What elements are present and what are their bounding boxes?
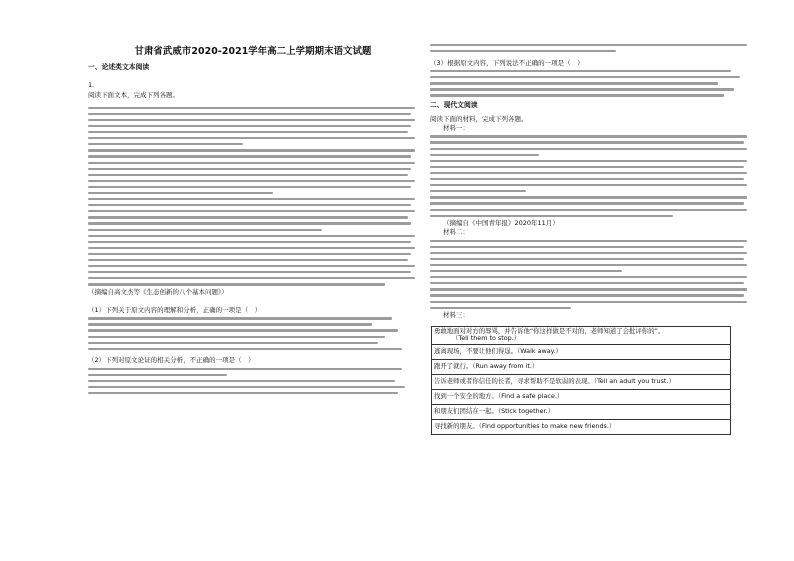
left-column — [88, 61, 418, 396]
question-1-options — [88, 315, 418, 352]
passage-source-1: （摘编自高文杰等《生态创新的八个基本问题》） — [88, 287, 228, 296]
question-2-options — [88, 366, 418, 397]
table-row — [432, 374, 731, 389]
table-row — [432, 344, 731, 359]
table-cell: 告诉老师或者你信任的长者，寻求帮助不是软弱的表现。（Tell an adult you trust.） — [432, 374, 731, 389]
table-cell: 寻找新的朋友。（Find opportunities to make new friends.） — [432, 419, 731, 434]
table-cell: 勇敢地面对对方的辱骂，并告诉他“你这样做是不对的，老师知道了会批评你的”。 （Tell them to stop.） — [432, 327, 731, 344]
material-3-label: 材料三： — [443, 310, 469, 319]
question-number-1: 1. — [88, 81, 95, 90]
question-3-options — [430, 68, 750, 99]
material-1-paragraph-2 — [430, 158, 750, 195]
table-row — [432, 327, 731, 344]
passage-paragraph-4 — [88, 233, 418, 288]
table-row — [432, 359, 731, 374]
table-row — [432, 419, 731, 434]
document-title: 甘肃省武威市2020-2021学年高二上学期期末语文试题 — [134, 46, 372, 57]
table-cell: 找到一个安全的地方。（Find a safe place.） — [432, 389, 731, 404]
table-cell: 逃离现场，不要让他们得逞。（Walk away.） — [432, 344, 731, 359]
section-heading-2: 二、现代文阅读 — [430, 100, 478, 109]
passage-paragraph-2 — [88, 147, 418, 196]
material-2-label: 材料二： — [443, 228, 469, 237]
table-row — [432, 389, 731, 404]
table-cell: 和朋友们团结在一起。（Stick together.） — [432, 404, 731, 419]
question-2-options-continued — [430, 42, 750, 54]
question-3-stem: （3）根据原文内容，下列说法不正确的一项是（ ） — [430, 58, 584, 67]
right-column — [430, 42, 750, 435]
passage-paragraph-1 — [88, 105, 418, 148]
table-cell: 跑开了就行。（Run away from it.） — [432, 359, 731, 374]
material-2-paragraph-1 — [430, 238, 750, 275]
material-1-label: 材料一： — [443, 123, 469, 132]
table-row — [432, 404, 731, 419]
material-2-paragraph-2 — [430, 274, 750, 311]
tips-table — [431, 326, 731, 434]
reading-instruction-1: 阅读下面文本，完成下列各题。 — [88, 90, 179, 99]
material-1-paragraph-3 — [430, 194, 750, 218]
material-1-source: （摘编自《中国青年报》2020年11月） — [443, 218, 559, 227]
section-heading-1: 一、论述类文本阅读 — [88, 63, 150, 71]
reading-instruction-2: 阅读下面的材料，完成下列各题。 — [430, 114, 528, 123]
material-1-paragraph-1 — [430, 133, 750, 157]
question-1-stem: （1）下列关于原文内容的理解和分析，正确的一项是（ ） — [88, 305, 262, 314]
question-2-stem: （2）下列对原文论证的相关分析，不正确的一项是（ ） — [88, 356, 255, 365]
passage-paragraph-3 — [88, 196, 418, 233]
